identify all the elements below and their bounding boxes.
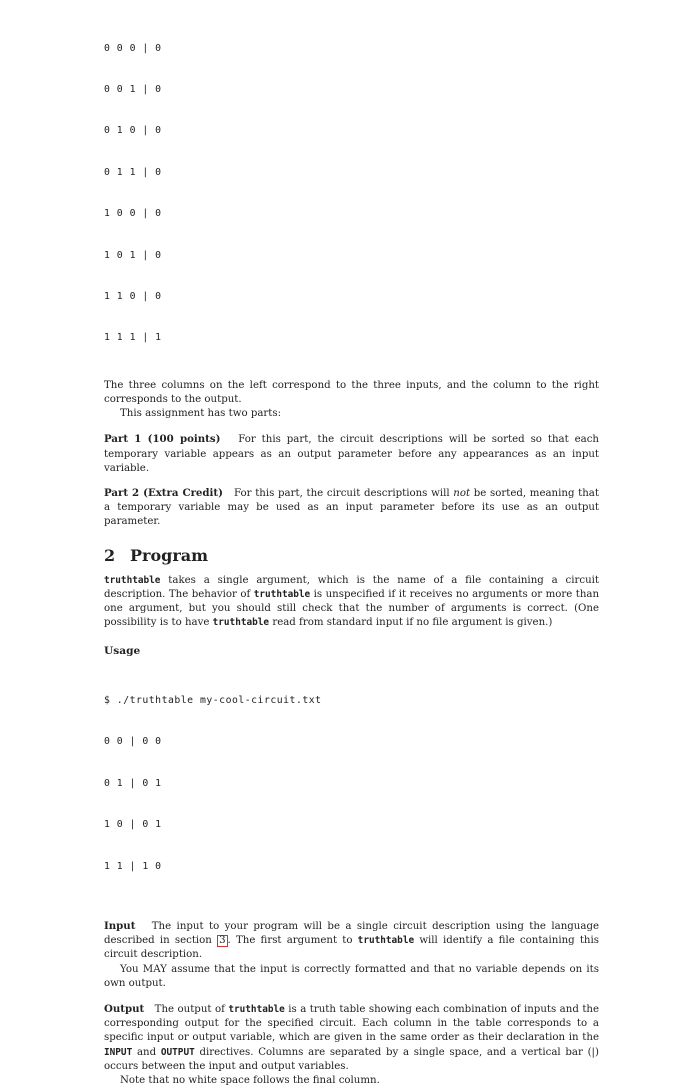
truth-table-example: [104, 14, 599, 373]
usage-row: 1 0 | 0 1: [104, 819, 162, 831]
program-text-3: read from standard input if no file argument is given.): [272, 617, 553, 629]
input-heading: Input: [104, 919, 136, 932]
input-text-3: will identify a file containing this circuit description.: [104, 935, 599, 961]
columns-paragraph: The three columns on the left correspond to the three inputs, and the column to the right corresponds to the output.: [104, 379, 599, 405]
truth-table-row: 1 0 0 | 0: [104, 208, 162, 220]
usage-row: 1 1 | 1 0: [104, 860, 162, 872]
assume-paragraph: You MAY assume that the input is correctly formatted and that no variable depends on its own output.: [104, 963, 599, 989]
truth-table-row: 0 1 0 | 0: [104, 125, 162, 137]
part1-body: For this part, the circuit descriptions will be sorted so that each temporary variable appears as an output parameter before any appearances as an input variable.: [104, 434, 599, 474]
output-text-2: is a truth table showing each combination of inputs and the corresponding output for the specified circuit. Each column in the table corresponds to a specific input or output variable, which are given in the same order as their declaration in the: [104, 1003, 599, 1044]
part2-body-a: For this part, the circuit descriptions will: [234, 487, 450, 499]
program-text-1: takes a single argument, which is the name of a file containing a circuit description. The behavior of: [104, 574, 599, 600]
section-number: 2: [104, 545, 116, 565]
input-text-1: The input to your program will be a single circuit description using the language described in section: [104, 920, 599, 947]
usage-example: [104, 666, 599, 901]
part1-paragraph: [104, 432, 599, 476]
command-name: truthtable: [228, 1003, 285, 1015]
part2-body-b: be sorted, meaning that a temporary variable may be used as an input parameter before its use as an output parameter.: [104, 487, 599, 528]
document-page: [104, 14, 599, 1088]
output-text-1: The output of: [154, 1003, 225, 1015]
part1-heading: Part 1 (100 points): [104, 433, 221, 446]
two-parts-paragraph: This assignment has two parts:: [120, 408, 282, 420]
output-heading: Output: [104, 1002, 145, 1015]
section-heading: [104, 546, 599, 566]
command-name: truthtable: [104, 574, 161, 586]
note-paragraph: Note that no white space follows the final column.: [120, 1074, 380, 1086]
output-text-3: and: [136, 1046, 157, 1058]
section-title: Program: [130, 545, 209, 565]
usage-command: $ ./truthtable my-cool-circuit.txt: [104, 694, 322, 706]
input-paragraph: [104, 919, 599, 963]
part2-paragraph: [104, 486, 599, 530]
command-name: truthtable: [357, 935, 415, 947]
part2-heading: Part 2 (Extra Credit): [104, 486, 223, 499]
truth-table-row: 0 0 0 | 0: [104, 42, 162, 54]
input-keyword: INPUT: [104, 1046, 133, 1058]
usage-row: 0 0 | 0 0: [104, 736, 162, 748]
program-paragraph: [104, 574, 599, 631]
program-text-2: is unspecified if it receives no arguments or more than one argument, but you should still check that the number of arguments is correct. (One possibility is to have: [104, 588, 600, 629]
command-name: truthtable: [253, 588, 311, 600]
output-paragraph: [104, 1002, 599, 1074]
truth-table-row: 0 0 1 | 0: [104, 83, 162, 95]
section-ref-link[interactable]: 3: [219, 935, 226, 947]
part2-emphasis: not: [453, 487, 471, 499]
truth-table-row: 1 1 0 | 0: [104, 290, 162, 302]
usage-heading: Usage: [104, 645, 141, 658]
truth-table-row: 1 1 1 | 1: [104, 332, 162, 344]
input-text-2: . The first argument to: [227, 935, 353, 947]
usage-row: 0 1 | 0 1: [104, 777, 162, 789]
output-text-4: directives. Columns are separated by a single space, and a vertical bar (|) occurs between the input and output variables.: [104, 1046, 599, 1072]
output-keyword: OUTPUT: [160, 1046, 195, 1058]
truth-table-row: 0 1 1 | 0: [104, 166, 162, 178]
truth-table-row: 1 0 1 | 0: [104, 249, 162, 261]
command-name: truthtable: [212, 617, 270, 629]
